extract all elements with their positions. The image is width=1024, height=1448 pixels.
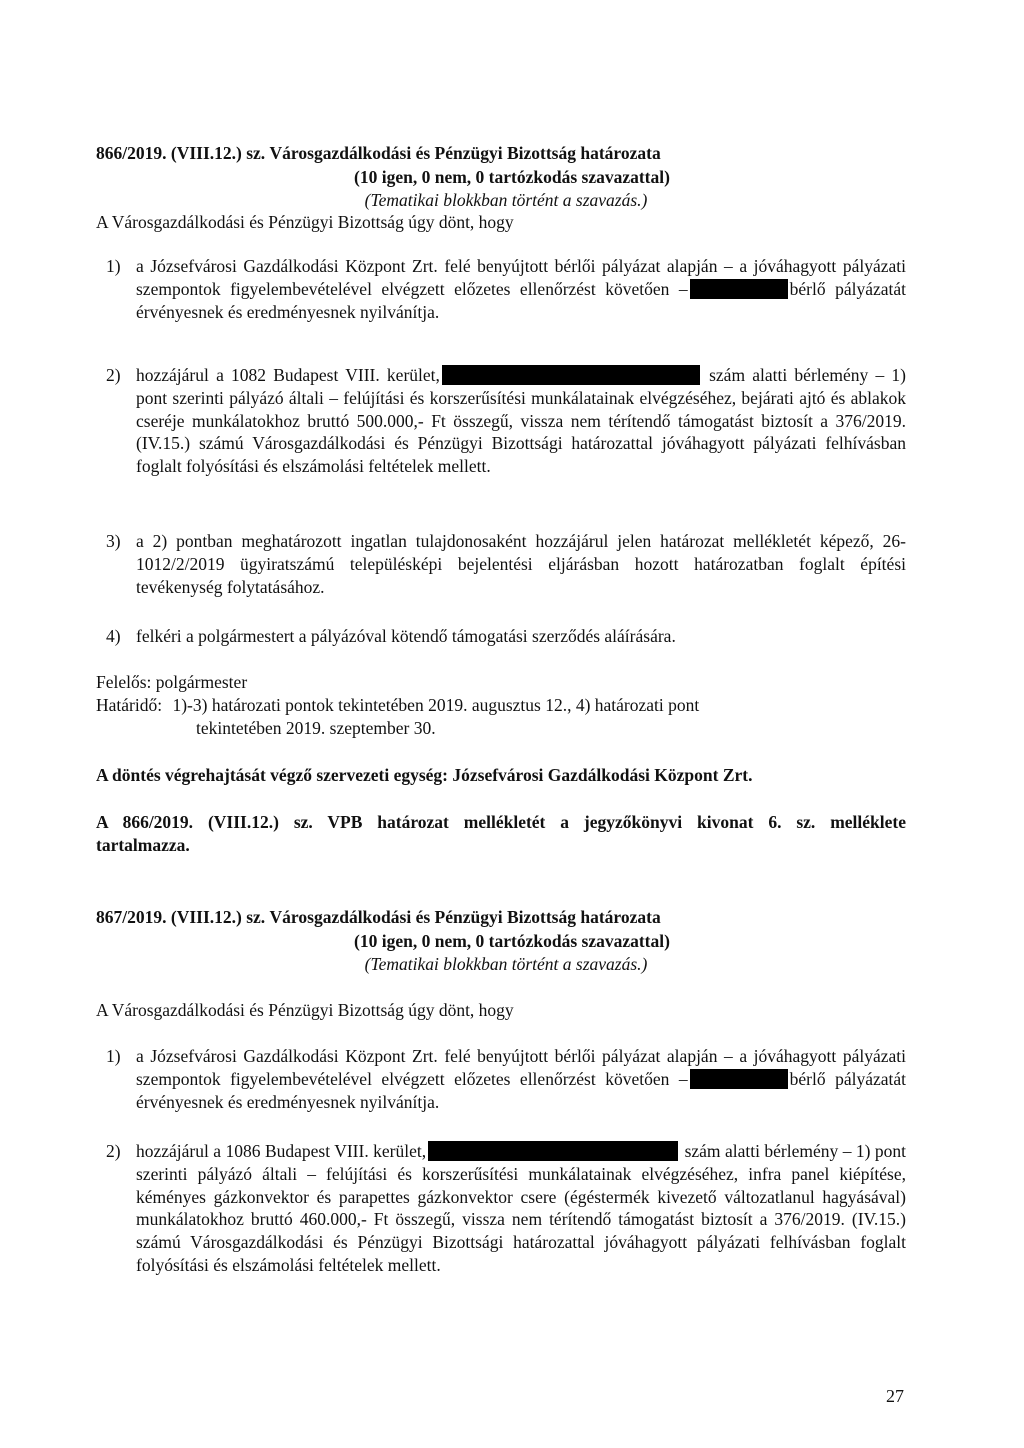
- deadline-text: 1)-3) határozati pontok tekintetében 2019. augusztus 12., 4) határozati pont: [172, 695, 700, 715]
- item-number: 2): [106, 1141, 121, 1161]
- responsible-line: Felelős: polgármester: [96, 672, 248, 692]
- redacted-block: [690, 1069, 788, 1089]
- redacted-block: [442, 365, 700, 385]
- page-number: 27: [886, 1386, 904, 1406]
- item-text-part: hozzájárul a 1082 Budapest VIII. kerület,: [136, 365, 440, 385]
- item-text-part: hozzájárul a 1086 Budapest VIII. kerület,: [136, 1141, 427, 1161]
- item-text: [136, 1140, 906, 1277]
- deadline-label: Határidő:: [96, 695, 163, 715]
- executing-unit: A döntés végrehajtását végző szervezeti egység: Józsefvárosi Gazdálkodási Központ Zrt.: [96, 765, 753, 785]
- vote-line: (10 igen, 0 nem, 0 tartózkodás szavazattal): [354, 931, 670, 951]
- item-text-part: a Józsefvárosi Gazdálkodási Központ Zrt. felé benyújtott bérlői pályázat alapján – a jóváhagyott pályázati szempontok figyelembevételével elvégzett előzetes ellenőrzést követően –: [136, 1046, 906, 1089]
- item-text-part: bérlő pályázatát érvényesnek és eredményesnek nyilvánítja.: [136, 278, 907, 322]
- resolution-title-867: [96, 906, 661, 929]
- item-number: 1): [106, 1046, 121, 1066]
- intro-text: A Városgazdálkodási és Pénzügyi Bizottság úgy dönt, hogy: [96, 1000, 514, 1020]
- vote-line: (10 igen, 0 nem, 0 tartózkodás szavazattal): [354, 167, 670, 187]
- voting-note: (Tematikai blokkban történt a szavazás.): [364, 190, 648, 210]
- redacted-block: [690, 279, 788, 299]
- voting-note: (Tematikai blokkban történt a szavazás.): [364, 954, 648, 974]
- item-text: a 2) pontban meghatározott ingatlan tulajdonosaként hozzájárul jelen határozat mellékletét képező, 26-1012/2/2019 ügyiratszámú településképi bejelentési eljárásban hozott határozatban foglalt építési tevékenység folytatásához.: [136, 531, 906, 597]
- item-text-part: bérlő pályázatát érvényesnek és eredményesnek nyilvánítja.: [136, 1068, 907, 1112]
- item-text-part: szám alatti bérlemény – 1) pont szerinti pályázó általi – felújítási és korszerűsítési munkálatainak elvégzéséhez, bejárati ajtó és ablakok cseréje munkálatokhoz bruttó 500.000,- Ft összegű, vissza nem térítendő támogatást biztosít a 376/2019. (IV.15.) számú Városgazdálkodási és Pénzügyi Bizottsági határozattal jóváhagyott pályázati felhívásban foglalt folyósítási és elszámolási feltételek mellett.: [136, 365, 906, 476]
- item-text: [136, 255, 906, 323]
- annex-note: A 866/2019. (VIII.12.) sz. VPB határozat mellékletét a jegyzőkönyvi kivonat 6. sz. melléklete tartalmazza.: [96, 812, 906, 855]
- resolution-number: 866/2019. (VIII.12.) sz.: [96, 143, 266, 163]
- deadline-continuation: tekintetében 2019. szeptember 30.: [196, 718, 436, 738]
- item-text-part: szám alatti bérlemény – 1) pont szerinti pályázó általi – felújítási és korszerűsítési munkálatainak elvégzéséhez, infra panel kiépítése, kéményes gázkonvektor és parapettes gázkonvektor csere (égéstermék kivezető változatlanul hagyásával) munkálatokhoz bruttó 460.000,- Ft összegű, vissza nem térítendő támogatást biztosít a 376/2019. (IV.15.) számú Városgazdálkodási és Pénzügyi Bizottsági határozattal jóváhagyott pályázati felhívásban foglalt folyósítási és elszámolási feltételek mellett.: [136, 1141, 907, 1275]
- resolution-heading: Városgazdálkodási és Pénzügyi Bizottság határozata: [269, 143, 661, 163]
- item-text: [136, 364, 906, 478]
- item-number: 2): [106, 365, 121, 385]
- item-number: 3): [106, 531, 121, 551]
- item-number: 4): [106, 626, 121, 646]
- intro-text: A Városgazdálkodási és Pénzügyi Bizottság úgy dönt, hogy: [96, 212, 514, 232]
- resolution-number: 867/2019. (VIII.12.) sz.: [96, 907, 266, 927]
- redacted-block: [428, 1141, 678, 1161]
- deadline-line: [96, 694, 699, 717]
- item-text: [136, 1045, 906, 1113]
- item-number: 1): [106, 256, 121, 276]
- resolution-title-866: [96, 142, 661, 165]
- resolution-heading: Városgazdálkodási és Pénzügyi Bizottság határozata: [269, 907, 661, 927]
- item-text-part: a Józsefvárosi Gazdálkodási Központ Zrt. felé benyújtott bérlői pályázat alapján – a jóváhagyott pályázati szempontok figyelembevételével elvégzett előzetes ellenőrzést követően –: [136, 256, 906, 299]
- item-text: felkéri a polgármestert a pályázóval kötendő támogatási szerződés aláírására.: [136, 626, 676, 646]
